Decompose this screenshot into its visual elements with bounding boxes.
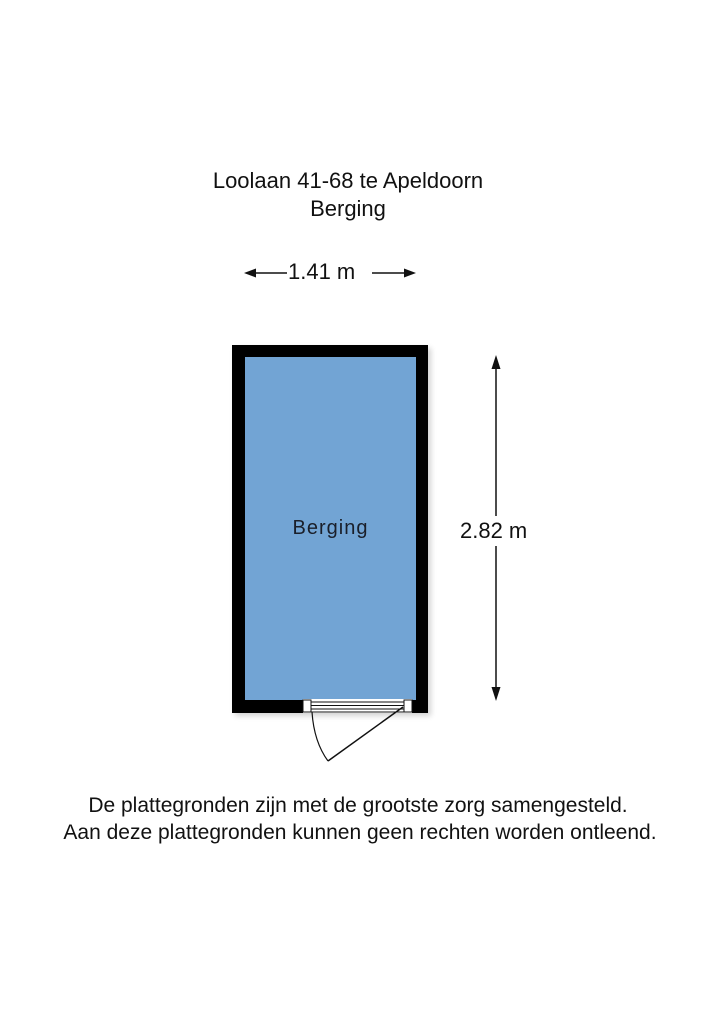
width-dimension-label: 1.41 m: [288, 259, 356, 284]
arrow-right-icon: [404, 269, 416, 278]
depth-dimension-label: 2.82 m: [460, 516, 527, 546]
disclaimer-line-2: Aan deze plattegronden kunnen geen rechten worden ontleend.: [63, 821, 657, 844]
disclaimer-line-1: De plattegronden zijn met de grootste zorg samengesteld.: [88, 794, 628, 817]
door: [303, 699, 412, 761]
room-label-berging: Berging: [292, 517, 369, 539]
arrow-up-icon: [492, 355, 501, 369]
address-title: Loolaan 41-68 te Apeldoorn: [212, 168, 484, 193]
arrow-left-icon: [244, 269, 256, 278]
door-swing-arc: [312, 712, 328, 761]
arrow-down-icon: [492, 687, 501, 701]
door-leaf: [328, 707, 403, 761]
floor-title: Berging: [310, 196, 386, 221]
